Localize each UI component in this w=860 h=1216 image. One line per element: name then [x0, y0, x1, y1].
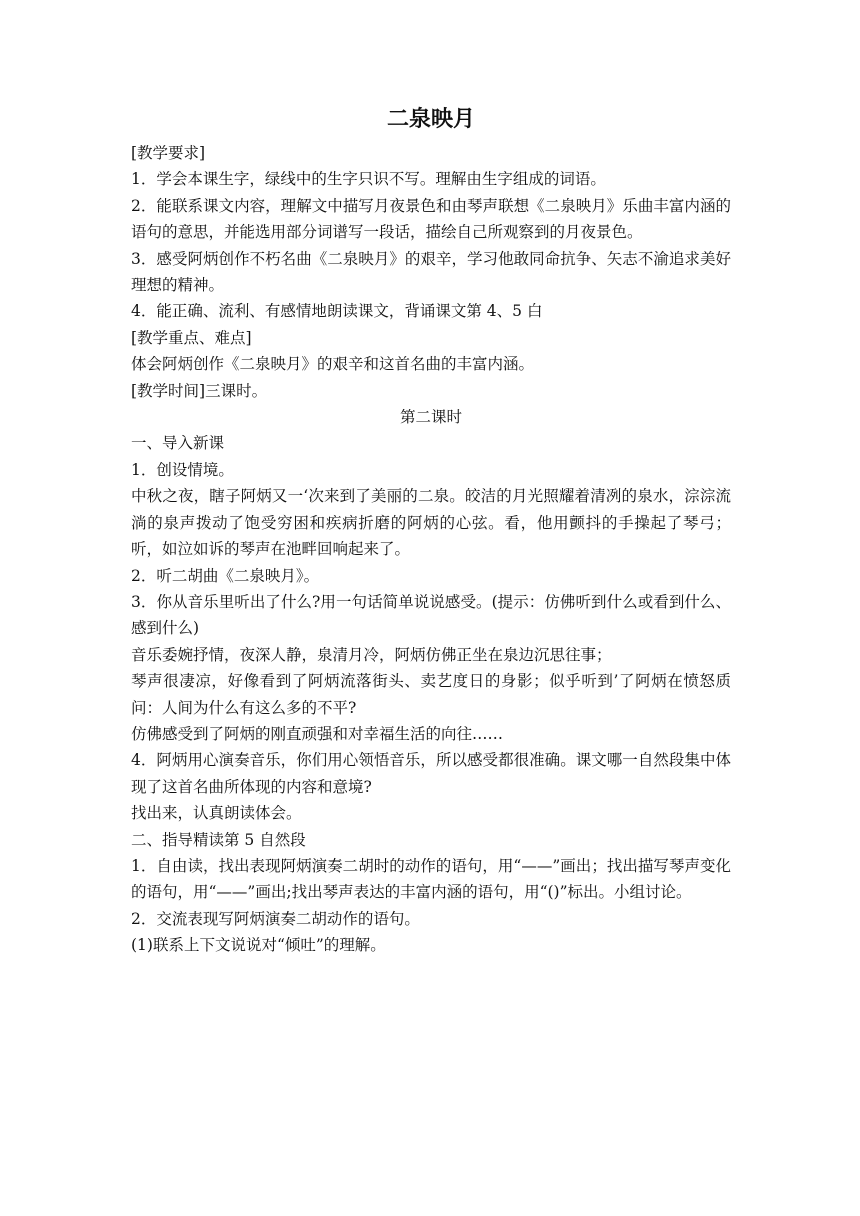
paragraph: 1．学会本课生字，绿线中的生字只识不写。理解由生字组成的词语。 — [131, 170, 606, 189]
paragraph: 找出来，认真朗读体会。 — [131, 804, 302, 823]
section-heading: 一、导入新课 — [131, 434, 225, 453]
paragraph: 3．感受阿炳创作不朽名曲《二泉映月》的艰辛，学习他敢同命抗争、矢志不渝追求美好理想的精神。 — [131, 249, 731, 295]
lesson-subtitle: 第二课时 — [399, 408, 462, 427]
document-title: 二泉映月 — [386, 107, 475, 132]
document-body — [131, 140, 731, 959]
section-heading-time: [教学时间]三课时。 — [131, 381, 268, 400]
paragraph: 中秋之夜，瞎子阿炳又一‘次来到了美丽的二泉。皎洁的月光照耀着清冽的泉水，淙淙流淌的泉声拨动了饱受穷困和疾病折磨的阿炳的心弦。看，他用颤抖的手操起了琴弓；听，如泣如诉的琴声在池畔回响起来了。 — [131, 487, 731, 559]
paragraph: 1．自由读，找出表现阿炳演奏二胡时的动作的语句，用“——”画出；找出描写琴声变化的语句，用“——”画出;找出琴声表达的丰富内涵的语句，用“()”标出。小组讨论。 — [131, 856, 731, 902]
section-heading-key-points: [教学重点、难点] — [131, 328, 252, 347]
paragraph: 3．你从音乐里听出了什么?用一句话简单说说感受。(提示：仿佛听到什么或看到什么、感到什么) — [131, 592, 731, 638]
paragraph: 琴声很凄凉，好像看到了阿炳流落街头、卖艺度日的身影；似乎听到’了阿炳在愤怒质问：人间为什么有这么多的不平? — [131, 672, 731, 717]
paragraph: 4．能正确、流利、有感情地朗读课文，背诵课文第 4、5 白 — [131, 302, 543, 321]
paragraph: 音乐委婉抒情，夜深人静，泉清月冷，阿炳仿佛正坐在泉边沉思往事； — [131, 645, 612, 664]
paragraph: 体会阿炳创作《二泉映月》的艰辛和这首名曲的丰富内涵。 — [131, 355, 535, 374]
paragraph: 2．交流表现写阿炳演奏二胡动作的语句。 — [131, 909, 420, 928]
paragraph: 1．创设情境。 — [131, 460, 234, 479]
paragraph: 2．听二胡曲《二泉映月》。 — [131, 566, 320, 585]
section-heading-requirements: [教学要求] — [131, 144, 206, 162]
paragraph: 4．阿炳用心演奏音乐，你们用心领悟音乐，所以感受都很准确。课文哪一自然段集中体现了这首名曲所体现的内容和意境? — [131, 751, 731, 796]
paragraph: (1)联系上下文说说对“倾吐”的理解。 — [131, 936, 386, 955]
paragraph: 2．能联系课文内容，理解文中描写月夜景色和由琴声联想《二泉映月》乐曲丰富内涵的语句的意思，并能选用部分词谱写一段话，描绘自己所观察到的月夜景色。 — [131, 196, 731, 242]
section-heading: 二、指导精读第 5 自然段 — [131, 830, 306, 849]
paragraph: 仿佛感受到了阿炳的刚直顽强和对幸福生活的向往…… — [131, 724, 504, 743]
